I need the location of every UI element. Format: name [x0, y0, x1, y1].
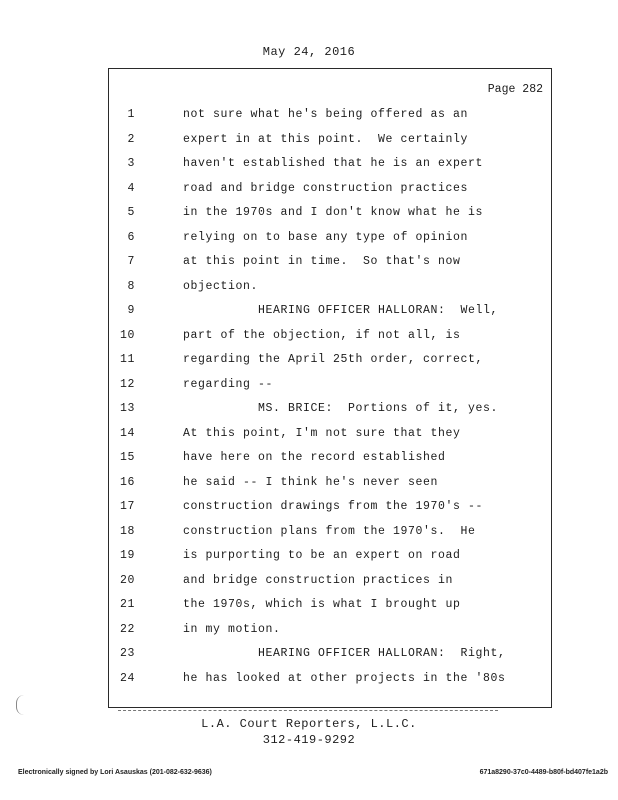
line-number: 13	[119, 402, 135, 415]
line-text: HEARING OFFICER HALLORAN: Right,	[183, 647, 506, 660]
line-number: 14	[119, 426, 135, 440]
line-text: he has looked at other projects in the '80s	[183, 671, 506, 685]
transcript-line	[109, 182, 551, 207]
line-text: HEARING OFFICER HALLORAN: Well,	[183, 304, 499, 317]
line-text: objection.	[183, 279, 259, 293]
transcript-line	[109, 574, 551, 599]
line-text: in my motion.	[183, 622, 281, 636]
transcript-line	[109, 525, 551, 550]
line-text: MS. BRICE: Portions of it, yes.	[183, 402, 499, 415]
document-date: May 24, 2016	[262, 45, 356, 59]
line-number: 24	[119, 671, 135, 685]
line-number: 18	[119, 524, 135, 538]
line-number: 19	[119, 549, 135, 562]
line-number: 2	[127, 132, 135, 146]
transcript-line	[109, 304, 551, 329]
line-number: 5	[127, 206, 135, 219]
transcript-line	[109, 598, 551, 623]
transcript-line	[109, 329, 551, 354]
transcript-line	[109, 280, 551, 305]
transcript-line	[109, 672, 551, 697]
line-number: 16	[119, 475, 135, 489]
line-text: is purporting to be an expert on road	[183, 549, 461, 562]
electronic-signature-note: Electronically signed by Lori Asauskas (201-082-632-9636)	[18, 769, 212, 776]
line-text: not sure what he's being offered as an	[183, 108, 469, 121]
footer-rule	[118, 710, 498, 711]
line-text: haven't established that he is an expert	[183, 157, 484, 170]
line-number: 15	[119, 451, 135, 464]
transcript-line	[109, 353, 551, 378]
transcript-line	[109, 231, 551, 256]
line-number: 23	[119, 647, 135, 660]
line-text: have here on the record established	[183, 451, 446, 464]
line-number: 17	[119, 500, 135, 513]
transcript-line	[109, 427, 551, 452]
transcript-line	[109, 476, 551, 501]
line-text: he said -- I think he's never seen	[183, 475, 439, 489]
line-number: 11	[119, 353, 135, 366]
line-text: road and bridge construction practices	[183, 181, 469, 195]
line-text: At this point, I'm not sure that they	[183, 426, 461, 440]
transcript-line	[109, 647, 551, 672]
line-text: regarding --	[183, 377, 274, 391]
transcript-line	[109, 623, 551, 648]
line-number: 6	[127, 230, 135, 244]
line-text: part of the objection, if not all, is	[183, 328, 461, 342]
line-number: 1	[127, 108, 135, 121]
line-text: construction drawings from the 1970's --	[183, 500, 484, 513]
transcript-page-frame	[108, 68, 552, 708]
transcript-line	[109, 157, 551, 182]
line-number: 10	[119, 328, 135, 342]
line-number: 8	[127, 279, 135, 293]
line-number: 12	[119, 377, 135, 391]
line-text: the 1970s, which is what I brought up	[183, 598, 461, 611]
transcript-line	[109, 451, 551, 476]
transcript-line	[109, 500, 551, 525]
document-hash: 671a8290-37c0-4489-b80f-bd407fe1a2b	[479, 769, 608, 776]
line-text: and bridge construction practices in	[183, 573, 454, 587]
transcript-line	[109, 549, 551, 574]
line-text: construction plans from the 1970's. He	[183, 524, 476, 538]
line-text: expert in at this point. We certainly	[183, 132, 469, 146]
line-number: 21	[119, 598, 135, 611]
line-number: 22	[119, 622, 135, 636]
court-reporter-phone: 312-419-9292	[262, 733, 356, 747]
court-reporter-name: L.A. Court Reporters, L.L.C.	[201, 717, 417, 731]
line-number: 4	[127, 181, 135, 195]
transcript-line	[109, 378, 551, 403]
line-number: 7	[127, 255, 135, 268]
line-number: 9	[127, 304, 135, 317]
transcript-line	[109, 402, 551, 427]
hole-punch-mark	[16, 695, 25, 715]
line-number: 3	[127, 157, 135, 170]
transcript-line	[109, 206, 551, 231]
transcript-line	[109, 255, 551, 280]
line-text: in the 1970s and I don't know what he is	[183, 206, 484, 219]
transcript-line	[109, 108, 551, 133]
page-number: Page 282	[487, 83, 543, 96]
line-text: regarding the April 25th order, correct,	[183, 353, 484, 366]
line-text: relying on to base any type of opinion	[183, 230, 469, 244]
line-text: at this point in time. So that's now	[183, 255, 461, 268]
line-number: 20	[119, 573, 135, 587]
transcript-line	[109, 133, 551, 158]
